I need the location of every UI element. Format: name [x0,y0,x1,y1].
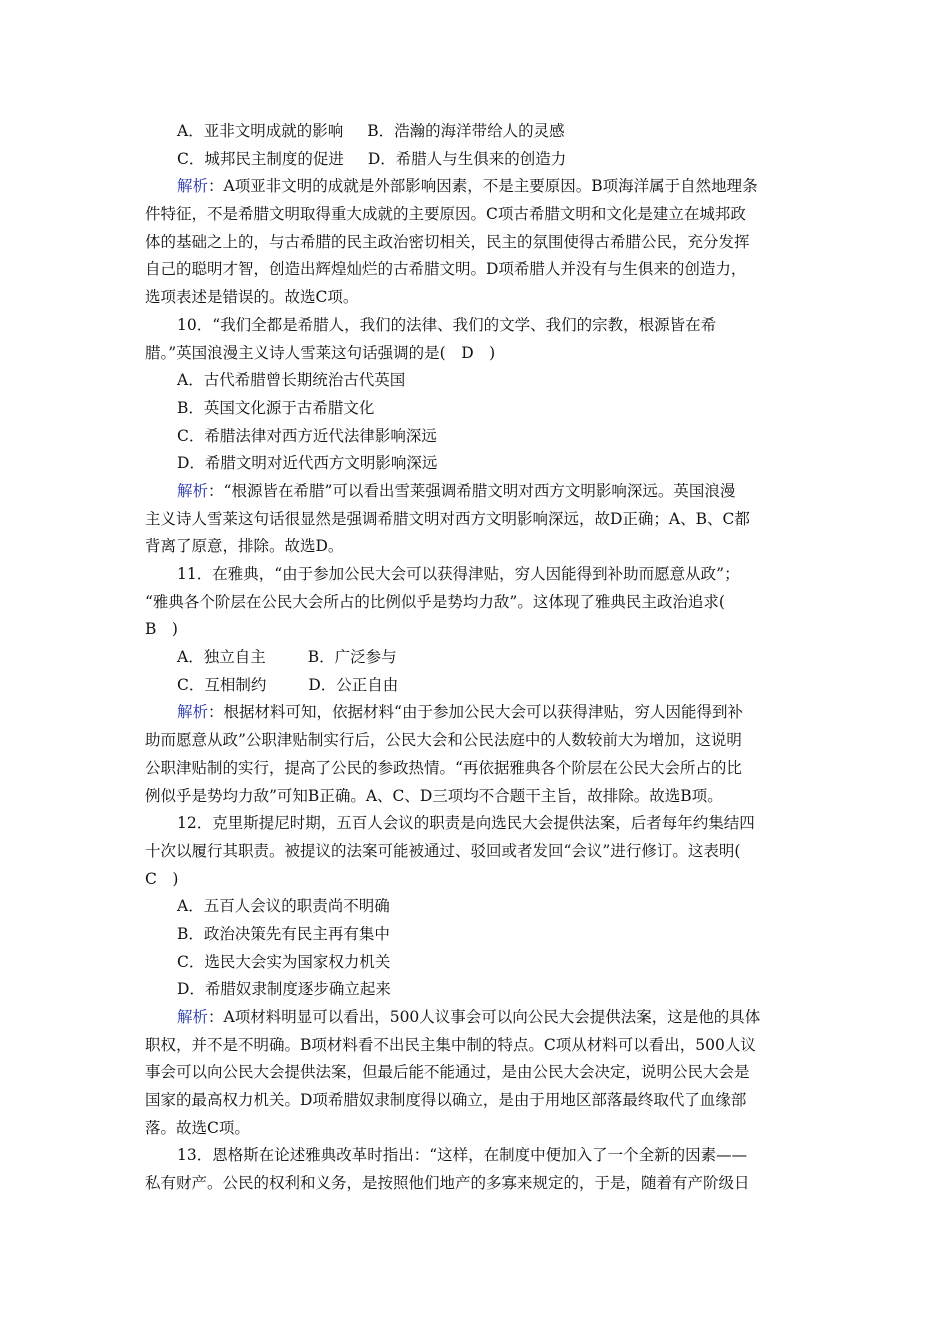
q11-options-row-1 [145,644,805,672]
q9-analysis-line-2: 件特征，不是希腊文明取得重大成就的主要原因。C项古希腊文明和文化是建立在城邦政 [145,205,746,224]
q13-stem-line-1: 13．恩格斯在论述雅典改革时指出：“这样，在制度中便加入了一个全新的因素—— [177,1146,748,1165]
q10-analysis-line-3: 背离了原意，排除。故选D。 [145,537,344,556]
q11-option-b: B．广泛参与 [307,648,397,667]
q11-stem-line-2: “雅典各个阶层在公民大会所占的比例似乎是势均力敌”。这体现了雅典民主政治追求( [145,592,725,611]
q10-stem-line-1: 10．“我们全都是希腊人，我们的法律、我们的文学、我们的宗教，根源皆在希 [177,315,717,334]
q9-options-row-2 [145,146,805,174]
q11-stem-line-3: B ) [145,620,178,639]
q12-option-d: D．希腊奴隶制度逐步确立起来 [177,980,391,999]
q9-options-row-1 [145,118,805,146]
q9-analysis-line-5: 选项表述是错误的。故选C项。 [145,288,359,307]
q11-analysis-label: 解析 [177,703,209,722]
q9-analysis-line-3: 体的基础之上的，与古希腊的民主政治密切相关，民主的氛围使得古希腊公民，充分发挥 [145,232,750,251]
q10-stem-line-2: 腊。”英国浪漫主义诗人雪莱这句话强调的是( D ) [145,343,496,362]
q12-analysis-line-3: 事会可以向公民大会提供法案，但最后能不能通过，是由公民大会决定，说明公民大会是 [145,1063,750,1082]
q11-option-a: A．独立自主 [177,648,266,667]
q12-stem-line-1: 12．克里斯提尼时期，五百人会议的职责是向选民大会提供法案，后者每年约集结四 [177,814,755,833]
q10-analysis-label: 解析 [177,481,209,500]
q9-analysis-line-4: 自己的聪明才智，创造出辉煌灿烂的古希腊文明。D项希腊人并没有与生俱来的创造力， [145,260,747,279]
q10-option-b: B．英国文化源于古希腊文化 [177,398,375,417]
q12-analysis-line-2: 职权，并不是不明确。B项材料看不出民主集中制的特点。C项从材料可以看出，500人议 [145,1035,756,1054]
q13-stem-line-2: 私有财产。公民的权利和义务，是按照他们地产的多寡来规定的，于是，随着有产阶级日 [145,1174,750,1193]
q11-options-row-2 [145,672,805,700]
q10-option-c: C．希腊法律对西方近代法律影响深远 [177,426,437,445]
q10-option-d: D．希腊文明对近代西方文明影响深远 [177,454,438,473]
q9-option-b: B．浩瀚的海洋带给人的灵感 [367,122,565,140]
q11-analysis-line-4: 例似乎是势均力敌”可知B正确。A、C、D三项均不合题干主旨，故排除。故选B项。 [145,786,723,805]
q9-option-c: C．城邦民主制度的促进 [177,149,344,168]
q11-stem-line-1: 11．在雅典，“由于参加公民大会可以获得津贴，穷人因能得到补助而愿意从政”； [177,565,740,583]
q11-analysis-line-2: 助而愿意从政”公职津贴制实行后，公民大会和公民法庭中的人数较前大为增加，这说明 [145,731,742,750]
q12-option-b: B．政治决策先有民主再有集中 [177,924,390,943]
q10-analysis-line-1: 解析：“根源皆在希腊”可以看出雪莱强调希腊文明对西方文明影响深远。英国浪漫 [177,481,736,500]
q9-option-d: D．希腊人与生俱来的创造力 [367,149,567,168]
q12-analysis-line-1: 解析：A项材料明显可以看出，500人议事会可以向公民大会提供法案，这是他的具体 [177,1008,761,1026]
q12-stem-line-3: C ) [145,869,179,888]
q11-option-c: C．互相制约 [177,675,267,694]
q10-option-a: A．古代希腊曾长期统治古代英国 [177,371,406,390]
q9-option-a: A．亚非文明成就的影响 [177,122,344,140]
q11-analysis-line-3: 公职津贴制的实行，提高了公民的参政热情。“再依据雅典各个阶层在公民大会所占的比 [145,758,742,777]
q9-analysis-label: 解析 [177,177,209,196]
q12-option-c: C．选民大会实为国家权力机关 [177,952,391,971]
q11-option-d: D．公正自由 [308,675,399,694]
q9-analysis-line-1: 解析：A项亚非文明的成就是外部影响因素，不是主要原因。B项海洋属于自然地理条 [177,177,758,196]
q12-analysis-line-4: 国家的最高权力机关。D项希腊奴隶制度得以确立，是由于用地区部落最终取代了血缘部 [145,1091,747,1110]
q12-stem-line-2: 十次以履行其职责。被提议的法案可能被通过、驳回或者发回“会议”进行修订。这表明( [145,841,741,860]
q10-analysis-line-2: 主义诗人雪莱这句话很显然是强调希腊文明对西方文明影响深远，故D正确；A、B、C都 [145,509,750,528]
q12-analysis-label: 解析 [177,1008,209,1026]
page-content [145,118,805,1198]
q12-analysis-line-5: 落。故选C项。 [145,1118,250,1137]
q12-option-a: A．五百人会议的职责尚不明确 [177,897,390,916]
q11-analysis-line-1: 解析：根据材料可知，依据材料“由于参加公民大会可以获得津贴，穷人因能得到补 [177,703,743,722]
